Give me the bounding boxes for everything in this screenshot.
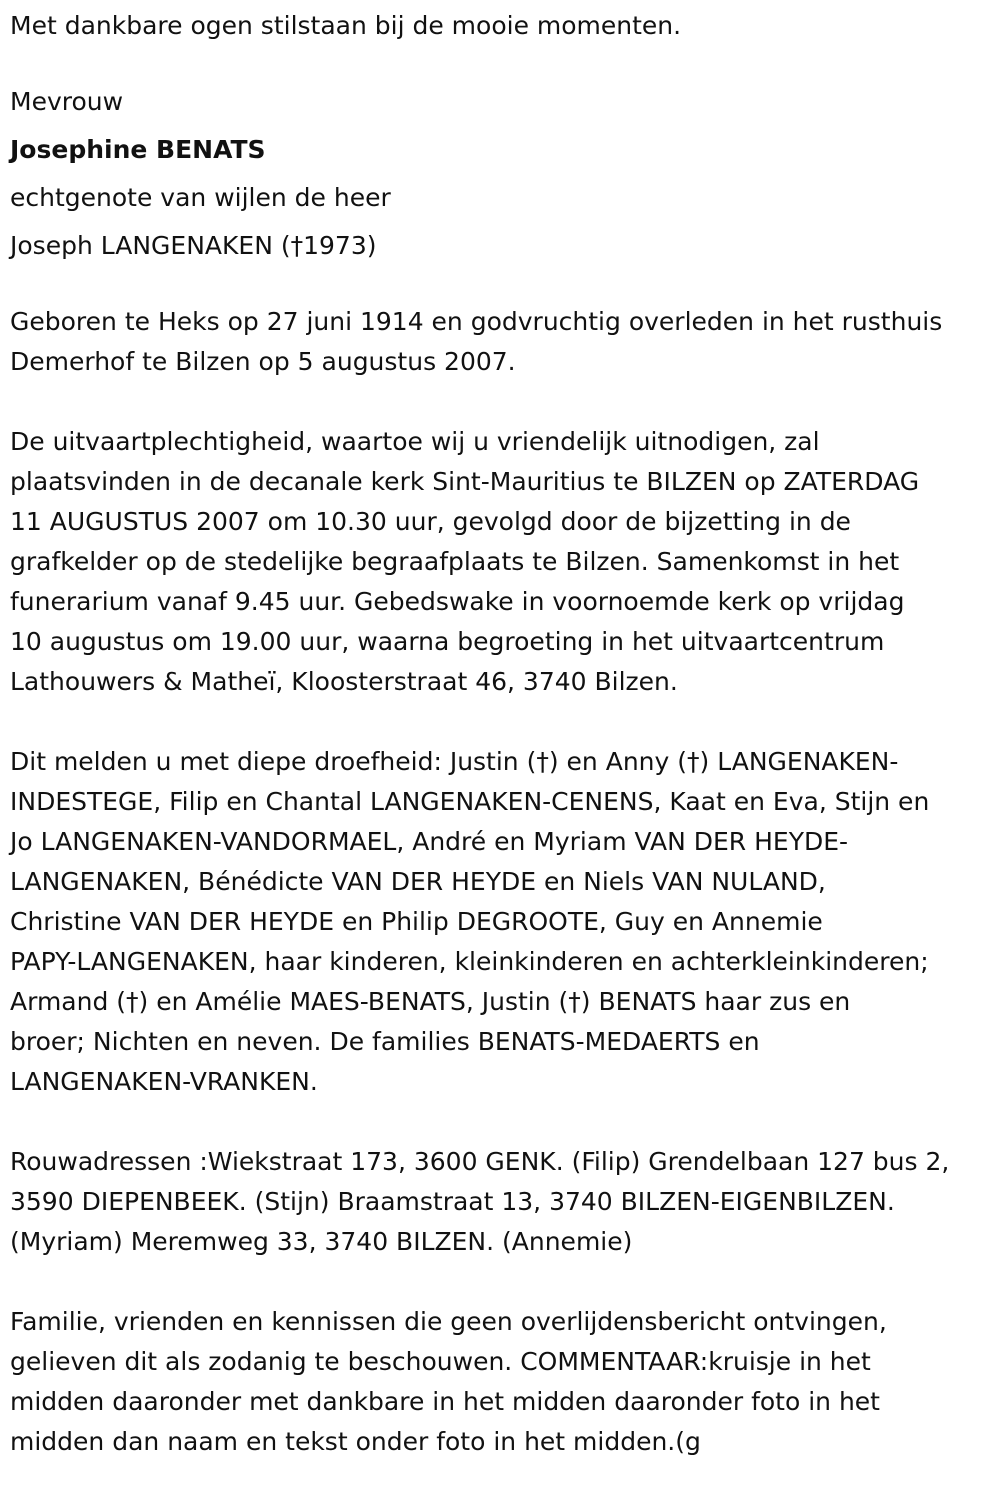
addresses-paragraph	[10, 1142, 995, 1262]
text-line: Armand (†) en Amélie MAES-BENATS, Justin (†) BENATS haar zus en	[10, 987, 851, 1016]
family-paragraph	[10, 742, 995, 1102]
text-line: Dit melden u met diepe droefheid: Justin (†) en Anny (†) LANGENAKEN-	[10, 747, 899, 776]
person-name: Josephine BENATS	[10, 135, 266, 164]
person-block	[10, 78, 995, 270]
text-line: Demerhof te Bilzen op 5 augustus 2007.	[10, 347, 516, 376]
text-line: INDESTEGE, Filip en Chantal LANGENAKEN-CENENS, Kaat en Eva, Stijn en	[10, 787, 930, 816]
text-line: Familie, vrienden en kennissen die geen overlijdensbericht ontvingen,	[10, 1307, 887, 1336]
text-line: (Myriam) Meremweg 33, 3740 BILZEN. (Annemie)	[10, 1227, 633, 1256]
text-line: Rouwadressen :Wiekstraat 173, 3600 GENK. (Filip) Grendelbaan 127 bus 2,	[10, 1147, 950, 1176]
text-line: Jo LANGENAKEN-VANDORMAEL, André en Myriam VAN DER HEYDE-	[10, 827, 849, 856]
funeral-paragraph	[10, 422, 995, 702]
spouse-name: Joseph LANGENAKEN (†1973)	[10, 231, 377, 260]
text-line: plaatsvinden in de decanale kerk Sint-Mauritius te BILZEN op ZATERDAG	[10, 467, 920, 496]
opening-line: Met dankbare ogen stilstaan bij de mooie momenten.	[10, 11, 682, 40]
text-line: LANGENAKEN-VRANKEN.	[10, 1067, 318, 1096]
text-line: Christine VAN DER HEYDE en Philip DEGROOTE, Guy en Annemie	[10, 907, 823, 936]
text-line: midden dan naam en tekst onder foto in het midden.(g	[10, 1427, 701, 1456]
text-line: LANGENAKEN, Bénédicte VAN DER HEYDE en Niels VAN NULAND,	[10, 867, 826, 896]
closing-paragraph	[10, 1302, 995, 1462]
text-line: 3590 DIEPENBEEK. (Stijn) Braamstraat 13, 3740 BILZEN-EIGENBILZEN.	[10, 1187, 895, 1216]
person-title: Mevrouw	[10, 87, 124, 116]
birth-death-paragraph	[10, 302, 995, 382]
text-line: De uitvaartplechtigheid, waartoe wij u vriendelijk uitnodigen, zal	[10, 427, 820, 456]
text-line: PAPY-LANGENAKEN, haar kinderen, kleinkinderen en achterkleinkinderen;	[10, 947, 929, 976]
text-line: broer; Nichten en neven. De families BENATS-MEDAERTS en	[10, 1027, 760, 1056]
text-line: Geboren te Heks op 27 juni 1914 en godvruchtig overleden in het rusthuis	[10, 307, 943, 336]
obituary-document	[10, 6, 995, 1462]
text-line: 11 AUGUSTUS 2007 om 10.30 uur, gevolgd door de bijzetting in de	[10, 507, 851, 536]
person-relation: echtgenote van wijlen de heer	[10, 183, 391, 212]
text-line: funerarium vanaf 9.45 uur. Gebedswake in voornoemde kerk op vrijdag	[10, 587, 905, 616]
text-line: Lathouwers & Matheï, Kloosterstraat 46, 3740 Bilzen.	[10, 667, 678, 696]
text-line: midden daaronder met dankbare in het midden daaronder foto in het	[10, 1387, 880, 1416]
text-line: grafkelder op de stedelijke begraafplaats te Bilzen. Samenkomst in het	[10, 547, 900, 576]
text-line: 10 augustus om 19.00 uur, waarna begroeting in het uitvaartcentrum	[10, 627, 885, 656]
text-line: gelieven dit als zodanig te beschouwen. COMMENTAAR:kruisje in het	[10, 1347, 871, 1376]
